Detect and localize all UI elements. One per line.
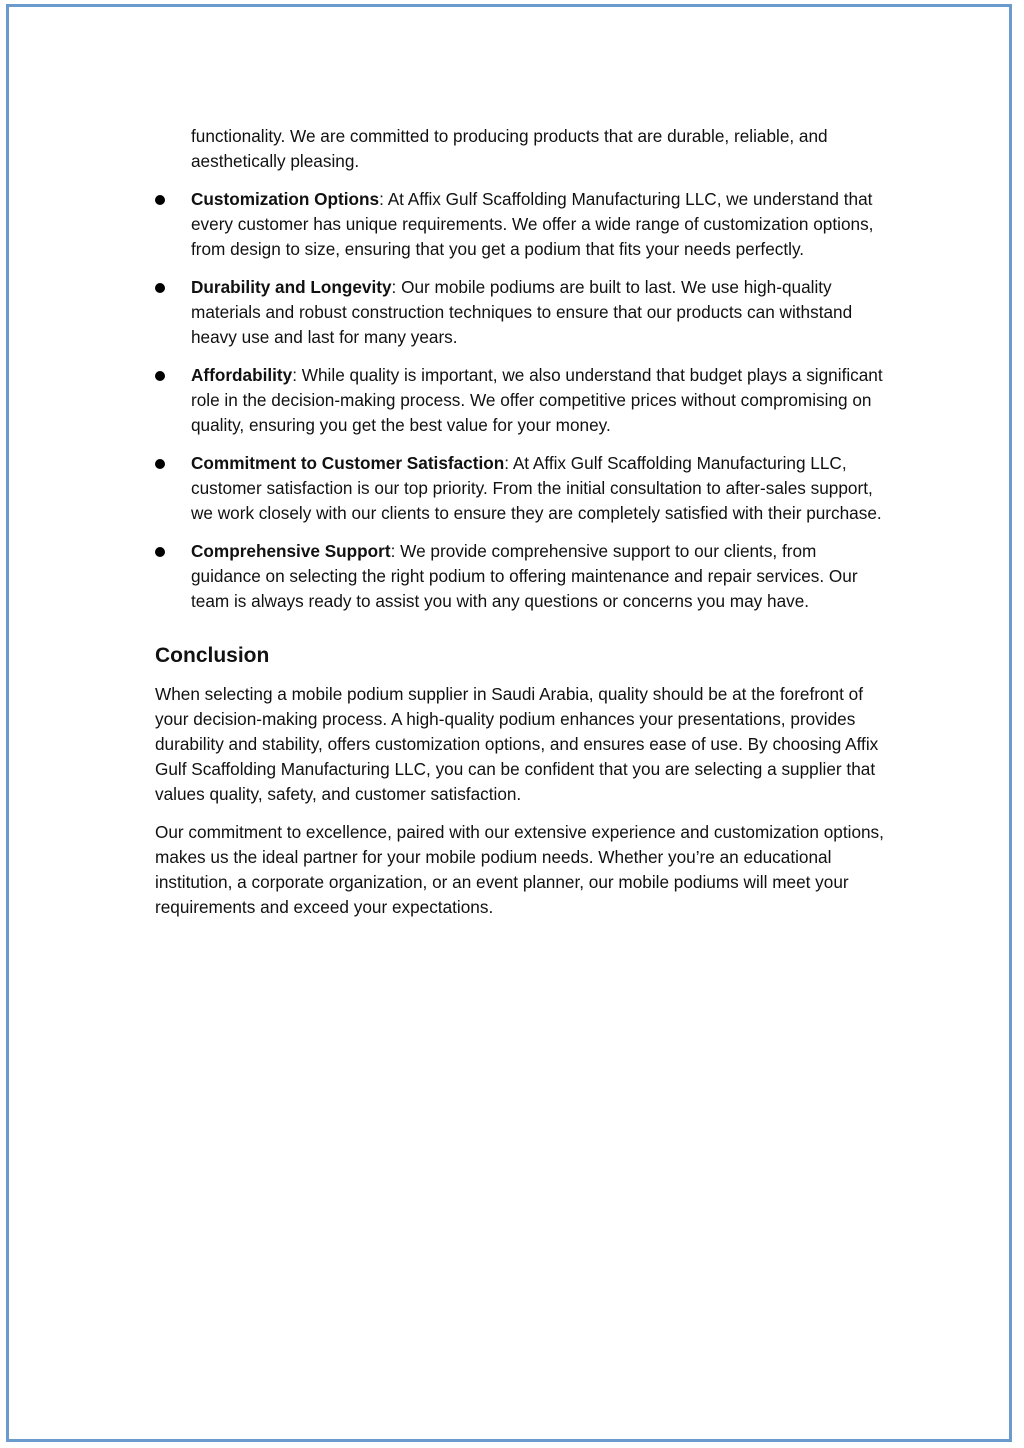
bullet-title: Customization Options: [191, 189, 380, 209]
bullet-title: Commitment to Customer Satisfaction: [191, 453, 505, 473]
bullet-title: Durability and Longevity: [191, 277, 392, 297]
list-item: [155, 187, 885, 262]
bullet-icon: [155, 371, 165, 381]
feature-list: [155, 187, 885, 614]
bullet-text: : Our mobile podiums are built to last. We use high-quality materials and robust construction techniques to ensure that our products can withstand heavy use and last for many years.: [191, 277, 853, 347]
continuation-paragraph: functionality. We are committed to producing products that are durable, reliable, and aesthetically pleasing.: [191, 126, 828, 171]
bullet-title: Affordability: [191, 365, 293, 385]
bullet-text: : At Affix Gulf Scaffolding Manufacturing LLC, we understand that every customer has unique requirements. We offer a wide range of customization options, from design to size, ensuring that you get a podium that fits your needs perfectly.: [191, 189, 874, 259]
bullet-icon: [155, 459, 165, 469]
bullet-text: : At Affix Gulf Scaffolding Manufacturing LLC, customer satisfaction is our top priority. From the initial consultation to after-sales support, we work closely with our clients to ensure they are completely satisfied with their purchase.: [191, 453, 882, 523]
conclusion-heading: Conclusion: [155, 644, 270, 667]
bullet-text: : While quality is important, we also understand that budget plays a significant role in the decision-making process. We offer competitive prices without compromising on quality, ensuring you get the best value for your money.: [191, 365, 883, 435]
bullet-icon: [155, 195, 165, 205]
bullet-icon: [155, 283, 165, 293]
bullet-text: : We provide comprehensive support to our clients, from guidance on selecting the right podium to offering maintenance and repair services. Our team is always ready to assist you with any questions or concerns you may have.: [191, 541, 858, 611]
bullet-icon: [155, 547, 165, 557]
conclusion-paragraph-2: Our commitment to excellence, paired with our extensive experience and customization options, makes us the ideal partner for your mobile podium needs. Whether you’re an educational institution, a corporate organization, or an event planner, our mobile podiums will meet your requirements and exceed your expectations.: [155, 822, 884, 917]
list-item: [155, 539, 885, 614]
conclusion-paragraph-1: When selecting a mobile podium supplier in Saudi Arabia, quality should be at the forefront of your decision-making process. A high-quality podium enhances your presentations, provides durability and stability, offers customization options, and ensures ease of use. By choosing Affix Gulf Scaffolding Manufacturing LLC, you can be confident that you are selecting a supplier that values quality, safety, and customer satisfaction.: [155, 684, 879, 804]
list-item: [155, 275, 885, 350]
document-body: [155, 124, 885, 933]
list-item: [155, 363, 885, 438]
list-item: [155, 451, 885, 526]
bullet-title: Comprehensive Support: [191, 541, 391, 561]
